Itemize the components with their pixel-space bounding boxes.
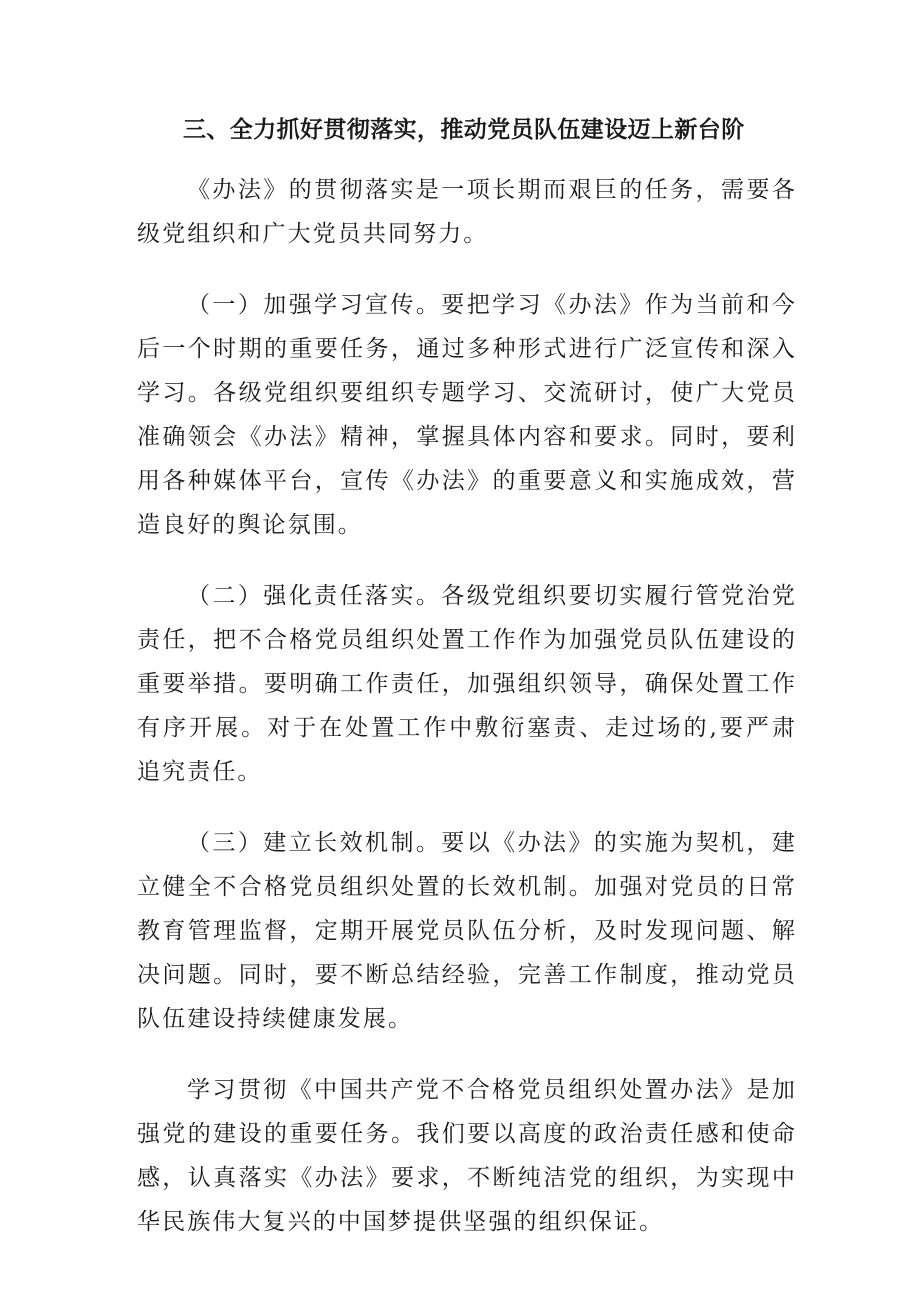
document-page xyxy=(137,108,797,1244)
conclusion-paragraph: 学习贯彻《中国共产党不合格党员组织处置办法》是加强党的建设的重要任务。我们要以高度的政治责任感和使命感，认真落实《办法》要求，不断纯洁党的组织，为实现中华民族伟大复兴的中国梦提供坚强的组织保证。 xyxy=(137,1077,797,1235)
paragraph-long-term-mechanism: （三）建立长效机制。要以《办法》的实施为契机，建立健全不合格党员组织处置的长效机制。加强对党员的日常教育管理监督，定期开展党员队伍分析，及时发现问题、解决问题。同时，要不断总结经验，完善工作制度，推动党员队伍建设持续健康发展。 xyxy=(137,830,797,1032)
paragraph-learning-publicity: （一）加强学习宣传。要把学习《办法》作为当前和今后一个时期的重要任务，通过多种形式进行广泛宣传和深入学习。各级党组织要组织专题学习、交流研讨，使广大党员准确领会《办法》精神，掌握具体内容和要求。同时，要利用各种媒体平台，宣传《办法》的重要意义和实施成效，营造良好的舆论氛围。 xyxy=(137,292,797,538)
paragraph-responsibility: （二）强化责任落实。各级党组织要切实履行管党治党责任，把不合格党员组织处置工作作为加强党员队伍建设的重要举措。要明确工作责任，加强组织领导，确保处置工作有序开展。对于在处置工作中敷衍塞责、走过场的,要严肃追究责任。 xyxy=(137,583,797,785)
intro-paragraph: 《办法》的贯彻落实是一项长期而艰巨的任务，需要各级党组织和广大党员共同努力。 xyxy=(137,177,797,247)
section-heading: 三、全力抓好贯彻落实，推动党员队伍建设迈上新台阶 xyxy=(183,116,745,143)
